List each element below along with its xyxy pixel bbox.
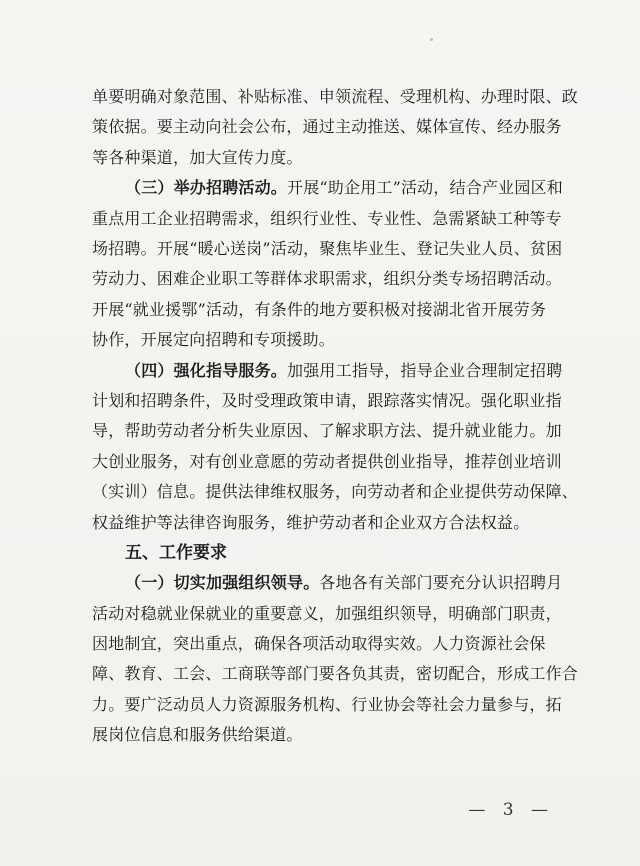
paragraph-recruitment-activities [92, 173, 574, 355]
text-line [92, 568, 574, 598]
text-line: 力。要广泛动员人力资源服务机构、行业协会等社会力量参与，拓 [92, 694, 562, 714]
text-segment: 加强用工指导，指导企业合理制定招聘 [287, 360, 563, 380]
page-number: — 3 — [468, 800, 554, 820]
text-line: 策依据。要主动向社会公布，通过主动推送、媒体宣传、经办服务 [92, 117, 562, 137]
text-line: 计划和招聘条件，及时受理政策申请，跟踪落实情况。强化职业指 [92, 391, 562, 411]
text-line [92, 356, 574, 386]
text-line: 重点用工企业招聘需求，组织行业性、专业性、急需紧缺工种等专 [92, 208, 562, 228]
text-line: 权益维护等法律咨询服务，维护劳动者和企业双方合法权益。 [92, 512, 530, 532]
document-body [92, 82, 579, 751]
text-line: 协作，开展定向招聘和专项援助。 [92, 330, 336, 350]
paragraph-title: （四）强化指导服务。 [125, 360, 288, 380]
paragraph-guidance-services [92, 356, 579, 538]
text-line: 展岗位信息和服务供给渠道。 [92, 725, 303, 745]
text-line: 劳动力、困难企业职工等群体求职需求，组织分类专场招聘活动。 [92, 269, 562, 289]
text-line: 因地制宜，突出重点，确保各项活动取得实效。人力资源社会保 [92, 633, 546, 653]
section-heading: 五、工作要求 [125, 543, 227, 564]
text-line [92, 173, 574, 203]
text-segment: 开展“助企用工”活动，结合产业园区和 [287, 178, 563, 198]
text-line: 障、教育、工会、工商联等部门要各负其责，密切配合，形成工作合 [92, 664, 579, 684]
text-segment: 各地各有关部门要充分认识招聘月 [319, 573, 563, 593]
paragraph-organization-leadership [92, 568, 579, 750]
text-line: 等各种渠道，加大宣传力度。 [92, 147, 303, 167]
scan-fleck [430, 38, 433, 41]
text-line: （实训）信息。提供法律维权服务，向劳动者和企业提供劳动保障、 [92, 482, 579, 502]
paragraph-title: （三）举办招聘活动。 [125, 178, 288, 198]
text-line: 大创业服务，对有创业意愿的劳动者提供创业指导，推荐创业培训 [92, 451, 562, 471]
text-line: 场招聘。开展“暖心送岗”活动，聚焦毕业生、登记失业人员、贫困 [92, 239, 563, 259]
text-line: 开展“就业援鄂”活动，有条件的地方要积极对接湖北省开展劳务 [92, 299, 547, 319]
text-line: 单要明确对象范围、补贴标准、申领流程、受理机构、办理时限、政 [92, 87, 579, 106]
paragraph-title: （一）切实加强组织领导。 [125, 573, 320, 593]
text-line: 导，帮助劳动者分析失业原因、了解求职方法、提升就业能力。加 [92, 421, 562, 441]
paragraph-intro [92, 82, 579, 173]
text-line: 活动对稳就业保就业的重要意义，加强组织领导，明确部门职责， [92, 603, 562, 623]
